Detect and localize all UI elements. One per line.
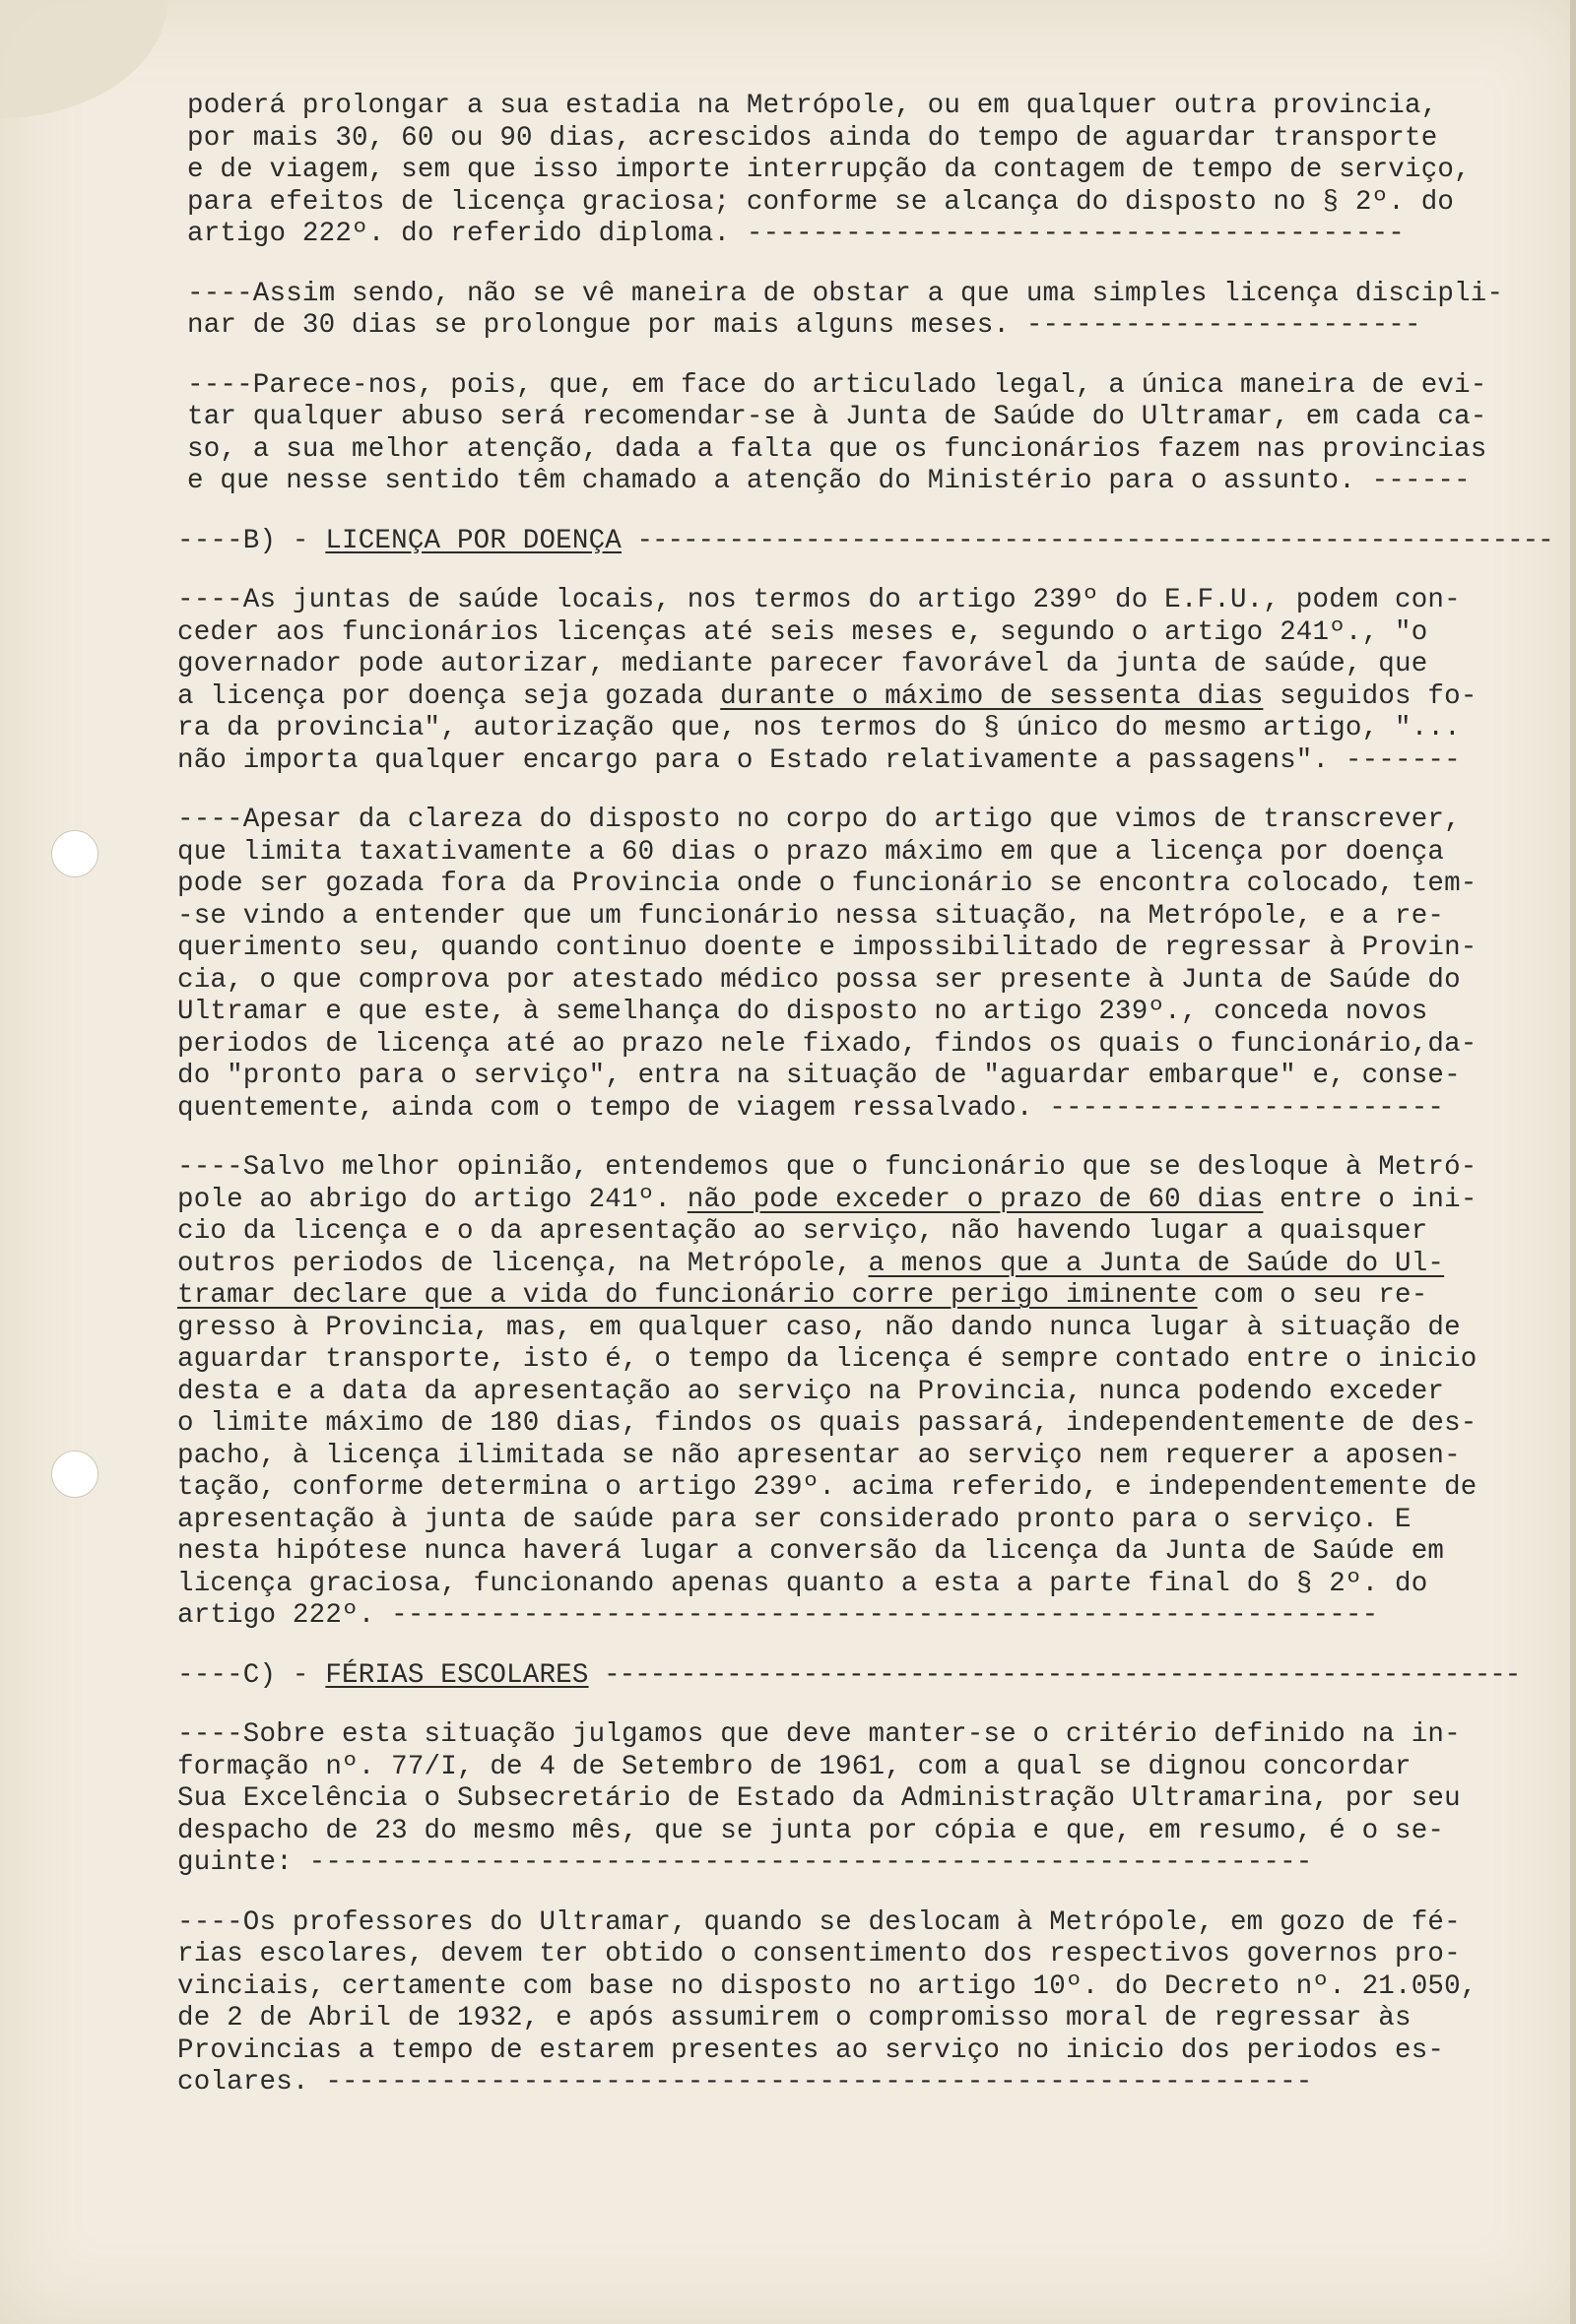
punch-hole <box>51 830 98 877</box>
paper-edge <box>1570 0 1576 2324</box>
punch-hole <box>51 1451 98 1498</box>
paragraph-parece-nos: ----Parece-nos, pois, que, em face do articulado legal, a única maneira de evi- tar qualquer abuso será recomendar-se à Junta de Saúde do Ultramar, em cada ca- so, a sua melhor atenção, dada a falta que os funcionários fazem nas provincias e que nesse sentido têm chamado a atenção do Ministério para o assunto. ------ <box>187 369 1487 496</box>
section-c-prefix: ----C) - <box>177 1659 326 1691</box>
paragraph-intro: poderá prolongar a sua estadia na Metrópole, ou em qualquer outra provincia, por mais 30, 60 ou 90 dias, acrescidos ainda do tempo de aguardar transporte e de viagem, sem que isso importe interrupção da contagem de tempo de serviço, para efeitos de licença graciosa; conforme se alcança do disposto no § 2º. do artigo 222º. do referido diploma. ---------------------------------------- <box>187 91 1471 249</box>
paragraph-assim-sendo: ----Assim sendo, não se vê maneira de obstar a que uma simples licença discipli- nar de 30 dias se prolongue por mais alguns meses. ------------------------ <box>187 278 1504 341</box>
paragraph-sobre-esta-situacao: ----Sobre esta situação julgamos que deve manter-se o critério definido na in- formação nº. 77/I, de 4 de Setembro de 1961, com a qual se dignou concordar Sua Excelência o Subsecretário de Estado da Administração Ultramarina, por seu despacho de 23 do mesmo mês, que se junta por cópia e que, em resumo, é o se- guinte: ------------------------------------------------------------- <box>177 1719 1461 1878</box>
paragraph-juntas-de-saude <box>177 585 1527 777</box>
paragraph-apesar: ----Apesar da clareza do disposto no corpo do artigo que vimos de transcrever, que limita taxativamente a 60 dias o prazo máximo em que a licença por doença pode ser gozada fora da Provincia onde o funcionário se encontra colocado, tem- -se vindo a entender que um funcionário nessa situação, na Metrópole, e a re- querimento seu, quando continuo doente e impossibilitado de regressar à Provin- cia, o que comprova por atestado médico possa ser presente à Junta de Saúde do Ultramar e que este, à semelhança do disposto no artigo 239º., conceda novos periodos de licença até ao prazo nele fixado, findos os quais o funcionário,da- do "pronto para o serviço", entra na situação de "aguardar embarque" e, conse- quentemente, ainda com o tempo de viagem ressalvado. ------------------------ <box>177 805 1478 1124</box>
section-b-heading <box>177 525 1553 558</box>
section-b-title: LICENÇA POR DOENÇA <box>325 525 622 556</box>
underlined-phrase: a menos que a Junta de Saúde do Ul- tramar declare que a vida do funcionário corre perigo iminente <box>177 1248 1445 1311</box>
underlined-phrase: não pode exceder o prazo de 60 dias <box>687 1184 1264 1215</box>
section-c-fill: ------------------------------------------------------------ <box>588 1659 1521 1691</box>
section-b-prefix: ----B) - <box>177 525 326 556</box>
paragraph-text: seguidos fo- ra da provincia", autorização que, nos termos do § único do mesmo artigo, "... não importa qualquer encargo para o Estado relativamente a passagens". ------- <box>177 680 1478 776</box>
section-b-fill: ------------------------------------------------------------ <box>621 525 1553 556</box>
paragraph-text: entre o ini- cio da licença e o da apresentação ao serviço, não havendo lugar a quaisquer outros periodos de licença, na Metrópole, <box>177 1184 1478 1279</box>
paragraph-salvo-melhor-opiniao <box>177 1152 1527 1633</box>
document-body <box>148 91 1553 2127</box>
paragraph-text: com o seu re- gresso à Provincia, mas, em qualquer caso, não dando nunca lugar à situação de aguardar transporte, isto é, o tempo da licença é sempre contado entre o inicio desta e a data da apresentação ao serviço na Provincia, nunca podendo exceder o limite máximo de 180 dias, findos os quais passará, independentemente de des- pacho, à licença ilimitada se não apresentar ao serviço nem requerer a aposen- tação, conforme determina o artigo 239º. acima referido, e independentemente de apresentação à junta de saúde para ser considerado pronto para o serviço. E nesta hipótese nunca haverá lugar a conversão da licença da Junta de Saúde em licença graciosa, funcionando apenas quanto a esta a parte final do § 2º. do artigo 222º. ------------------------------------------------------------ <box>177 1280 1478 1631</box>
underlined-phrase: durante o máximo de sessenta dias <box>720 680 1264 712</box>
section-c-title: FÉRIAS ESCOLARES <box>325 1659 589 1691</box>
paragraph-text: ----As juntas de saúde locais, nos termos do artigo 239º do E.F.U., podem con- ceder aos funcionários licenças até seis meses e, segundo o artigo 241º., "o governador pode autorizar, mediante parecer favorável da junta de saúde, que a licença por doença seja gozada <box>177 585 1461 712</box>
paper-corner-wear <box>0 0 167 118</box>
paragraph-professores: ----Os professores do Ultramar, quando se deslocam à Metrópole, em gozo de fé- rias escolares, devem ter obtido o consentimento dos respectivos governos pro- vinciais, certamente com base no disposto no artigo 10º. do Decreto nº. 21.050, de 2 de Abril de 1932, e após assumirem o compromisso moral de regressar às Provincias a tempo de estarem presentes ao serviço no inicio dos periodos es- colares. ------------------------------------------------------------ <box>177 1906 1478 2098</box>
paragraph-text: ----Salvo melhor opinião, entendemos que o funcionário que se desloque à Metró- pole ao abrigo do artigo 241º. <box>177 1152 1478 1215</box>
section-c-heading <box>177 1660 1527 1693</box>
